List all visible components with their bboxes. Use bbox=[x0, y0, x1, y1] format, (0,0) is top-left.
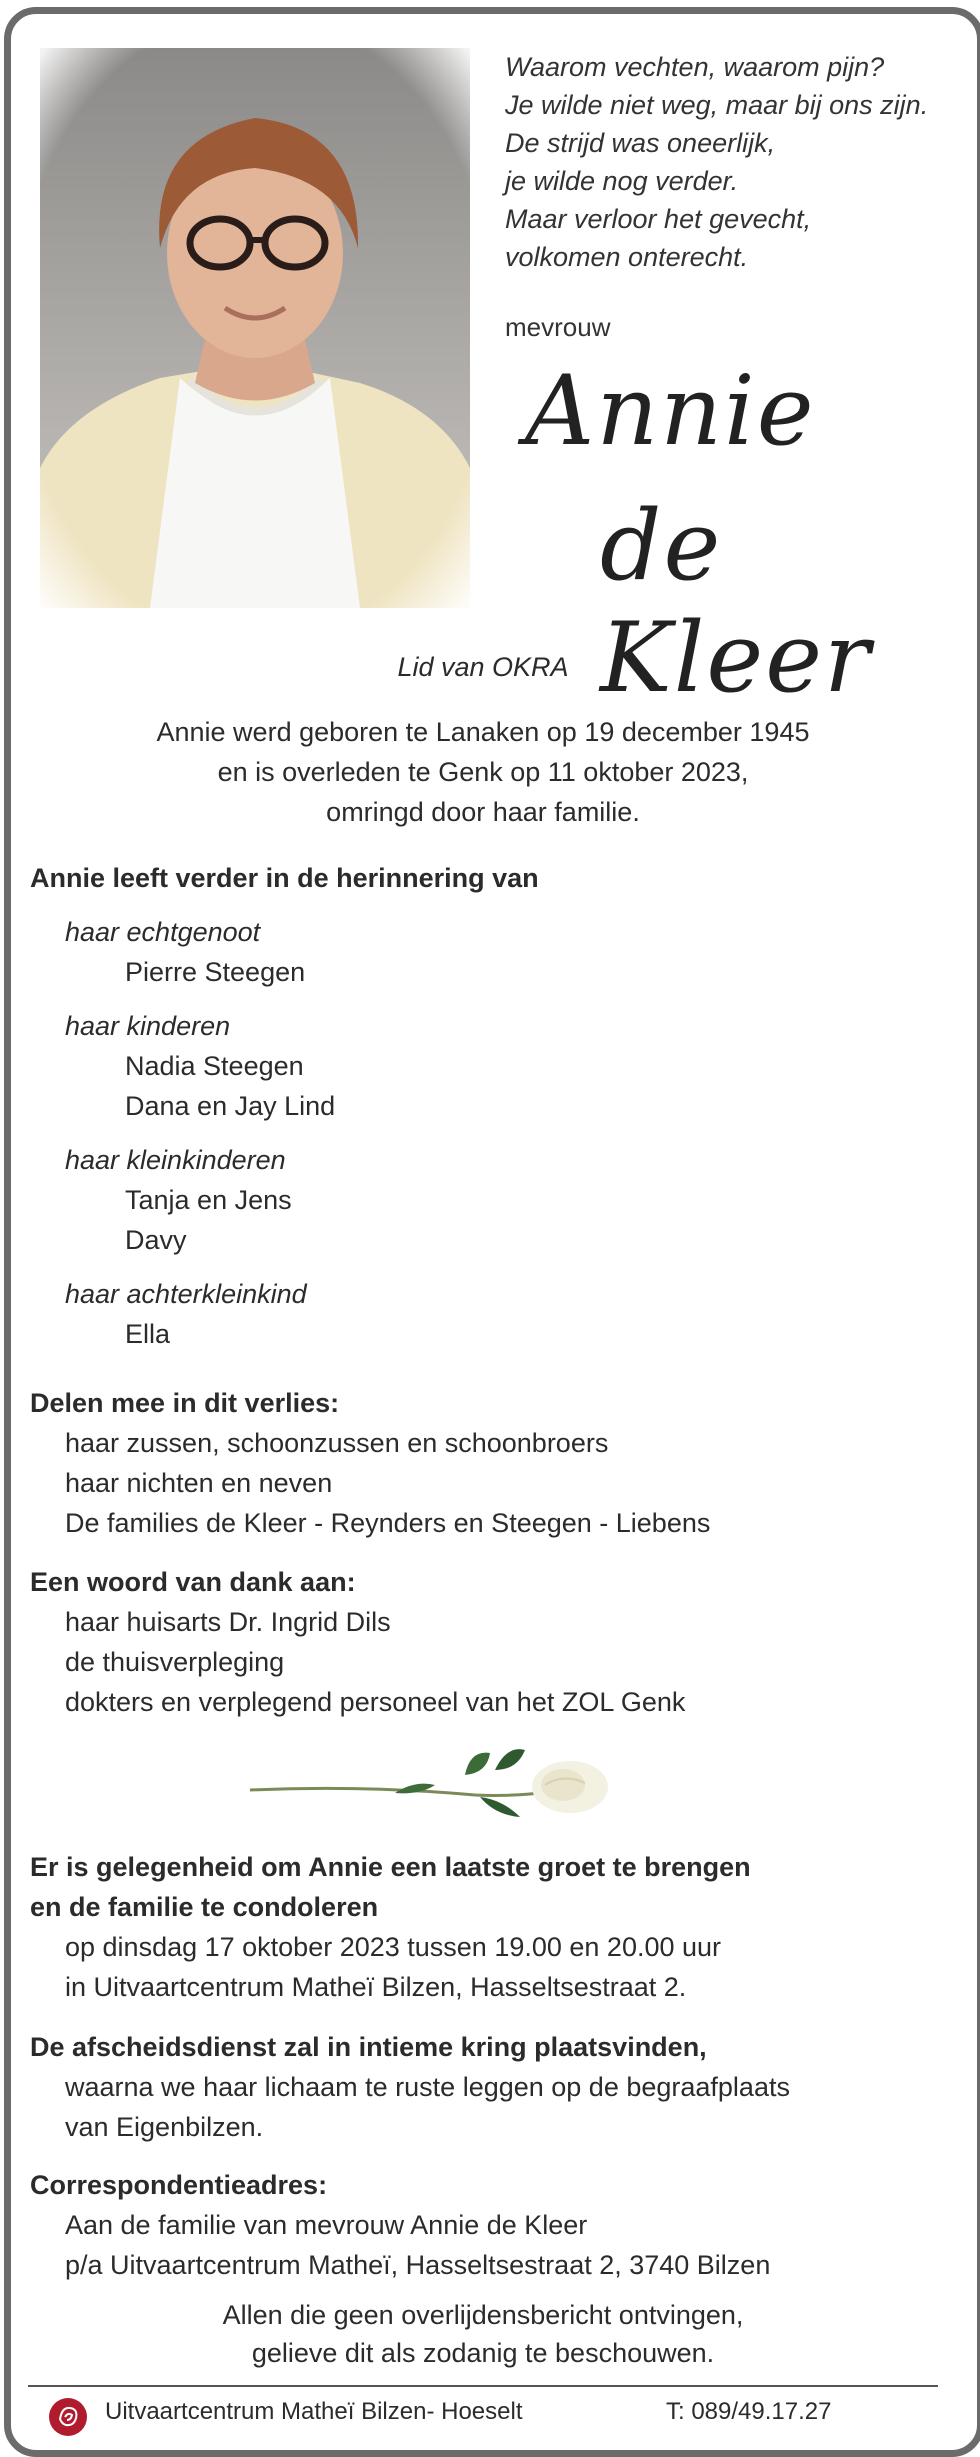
poem-line: Je wilde niet weg, maar bij ons zijn. bbox=[505, 90, 929, 120]
thanks-line: de thuisverpleging bbox=[65, 1647, 285, 1677]
share-line: De families de Kleer - Reynders en Steegen - Liebens bbox=[65, 1508, 711, 1538]
last-name: de Kleer bbox=[600, 490, 872, 714]
service-line: waarna we haar lichaam te ruste leggen op de begraafplaats bbox=[65, 2072, 790, 2102]
thanks-line: haar huisarts Dr. Ingrid Dils bbox=[65, 1607, 391, 1637]
relative-name: Nadia Steegen bbox=[125, 1051, 304, 1081]
relative-name: Davy bbox=[125, 1225, 187, 1255]
poem-line: je wilde nog verder. bbox=[505, 166, 739, 196]
closing-line: gelieve dit als zodanig te beschouwen. bbox=[251, 2338, 715, 2368]
visitation-line: op dinsdag 17 oktober 2023 tussen 19.00 en 20.00 uur bbox=[65, 1932, 722, 1962]
service-line: van Eigenbilzen. bbox=[65, 2112, 264, 2142]
membership: Lid van OKRA bbox=[397, 652, 569, 682]
relative-name: Tanja en Jens bbox=[125, 1185, 292, 1215]
footer-divider bbox=[28, 2385, 938, 2387]
thanks-section bbox=[30, 1562, 685, 1722]
relative-name: Dana en Jay Lind bbox=[125, 1091, 336, 1121]
portrait-photo bbox=[40, 48, 470, 608]
poem-line: volkomen onterecht. bbox=[505, 242, 749, 272]
service-section bbox=[30, 2027, 790, 2147]
bio-line: Annie werd geboren te Lanaken op 19 december 1945 bbox=[156, 717, 810, 747]
visitation-line: in Uitvaartcentrum Matheï Bilzen, Hasseltsestraat 2. bbox=[65, 1972, 687, 2002]
visitation-section bbox=[30, 1847, 751, 2007]
bio-line: en is overleden te Genk op 11 oktober 2023, bbox=[217, 757, 749, 787]
closing-line: Allen die geen overlijdensbericht ontvingen, bbox=[222, 2300, 744, 2330]
section-heading: Delen mee in dit verlies: bbox=[30, 1388, 340, 1418]
poem bbox=[505, 48, 945, 276]
thanks-line: dokters en verplegend personeel van het ZOL Genk bbox=[65, 1687, 686, 1717]
honorific: mevrouw bbox=[505, 312, 611, 342]
poem-line: Maar verloor het gevecht, bbox=[505, 204, 812, 234]
share-line: haar nichten en neven bbox=[65, 1468, 333, 1498]
first-name: Annie bbox=[525, 355, 816, 467]
section-heading: Annie leeft verder in de herinnering van bbox=[30, 863, 539, 893]
bio bbox=[0, 712, 966, 832]
rose-icon bbox=[245, 1745, 615, 1835]
relation-label: haar echtgenoot bbox=[65, 917, 261, 947]
share-line: haar zussen, schoonzussen en schoonbroers bbox=[65, 1428, 609, 1458]
address-line: Aan de familie van mevrouw Annie de Kleer bbox=[65, 2210, 588, 2240]
poem-line: De strijd was oneerlijk, bbox=[505, 128, 776, 158]
relation-label: haar kinderen bbox=[65, 1011, 231, 1041]
funeral-home-name: Uitvaartcentrum Matheï Bilzen- Hoeselt bbox=[105, 2398, 523, 2425]
section-heading: Correspondentieadres: bbox=[30, 2170, 328, 2200]
funeral-home-phone: T: 089/49.17.27 bbox=[666, 2398, 832, 2425]
address-line: p/a Uitvaartcentrum Matheï, Hasseltsestraat 2, 3740 Bilzen bbox=[65, 2250, 771, 2280]
section-heading: De afscheidsdienst zal in intieme kring plaatsvinden, bbox=[30, 2032, 707, 2062]
bio-line: omringd door haar familie. bbox=[326, 797, 640, 827]
relation-label: haar kleinkinderen bbox=[65, 1145, 286, 1175]
section-heading: Er is gelegenheid om Annie een laatste groet te brengen bbox=[30, 1852, 751, 1882]
section-heading: Een woord van dank aan: bbox=[30, 1567, 356, 1597]
relative-name: Pierre Steegen bbox=[125, 957, 306, 987]
relative-name: Ella bbox=[125, 1319, 171, 1349]
section-heading: en de familie te condoleren bbox=[30, 1892, 379, 1922]
poem-line: Waarom vechten, waarom pijn? bbox=[505, 52, 885, 82]
closing-note bbox=[0, 2296, 966, 2372]
relation-label: haar achterkleinkind bbox=[65, 1279, 307, 1309]
correspondence-section bbox=[30, 2165, 770, 2285]
share-section bbox=[30, 1383, 710, 1543]
rose-logo-icon bbox=[48, 2397, 88, 2437]
memory-section bbox=[30, 858, 539, 1354]
